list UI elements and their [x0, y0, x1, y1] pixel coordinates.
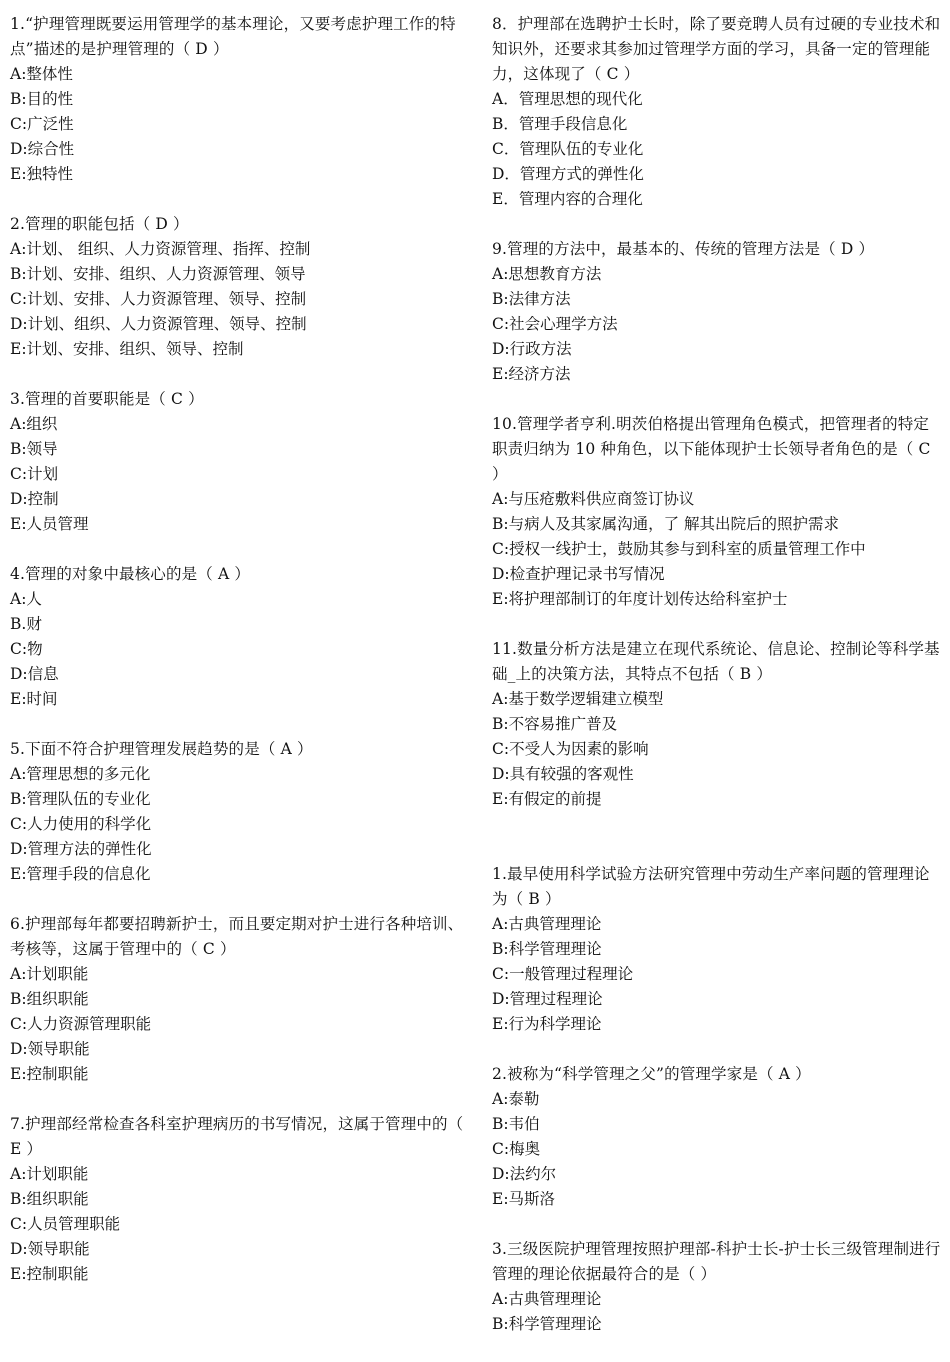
- answer-option: D:领导职能: [10, 1240, 90, 1258]
- right-column: [492, 12, 942, 1362]
- question-stem: 3.三级医院护理管理按照护理部-科护士长-护士长三级管理制进行管理的理论依据最符合的是（ ）: [492, 1240, 941, 1283]
- answer-option: D:控制: [10, 490, 59, 508]
- answer-option: B:管理队伍的专业化: [10, 790, 151, 808]
- answer-option: A:基于数学逻辑建立模型: [492, 690, 664, 708]
- question-block: [492, 1237, 942, 1337]
- answer-option: B:与病人及其家属沟通，了 解其出院后的照护需求: [492, 515, 840, 533]
- answer-option: A:整体性: [10, 65, 73, 83]
- answer-option: B:科学管理理论: [492, 1315, 602, 1333]
- answer-option: E:控制职能: [10, 1065, 89, 1083]
- answer-option: C:人力资源管理职能: [10, 1015, 152, 1033]
- question-stem: 11.数量分析方法是建立在现代系统论、信息论、控制论等科学基础_上的决策方法，其特点不包括（ B ）: [492, 640, 940, 683]
- question-stem: 8．护理部在选聘护士长时，除了要竞聘人员有过硬的专业技术和知识外，还要求其参加过管理学方面的学习，具备一定的管理能力，这体现了（ C ）: [492, 15, 941, 83]
- question-stem: 10.管理学者亨利.明茨伯格提出管理角色模式，把管理者的特定职责归纳为 10 种角色，以下能体现护士长领导者角色的是（ C ）: [492, 415, 931, 483]
- question-stem: 1.最早使用科学试验方法研究管理中劳动生产率问题的管理理论为（ B ）: [492, 865, 930, 908]
- answer-option: C:梅奥: [492, 1140, 541, 1158]
- question-stem: 3.管理的首要职能是（ C ）: [10, 390, 204, 408]
- answer-option: A:计划职能: [10, 965, 89, 983]
- answer-option: D:信息: [10, 665, 59, 683]
- answer-option: A:思想教育方法: [492, 265, 602, 283]
- question-block: [10, 212, 465, 362]
- answer-option: D:计划、组织、人力资源管理、领导、控制: [10, 315, 307, 333]
- answer-option: A:古典管理理论: [492, 1290, 602, 1308]
- question-block: [492, 637, 942, 812]
- answer-option: C:社会心理学方法: [492, 315, 618, 333]
- answer-option: C:授权一线护士，鼓励其参与到科室的质量管理工作中: [492, 540, 866, 558]
- question-stem: 4.管理的对象中最核心的是（ A ）: [10, 565, 251, 583]
- answer-option: A:计划、 组织、人力资源管理、指挥、控制: [10, 240, 311, 258]
- answer-option: C:广泛性: [10, 115, 74, 133]
- left-column: [10, 12, 465, 1312]
- question-block: [492, 237, 942, 387]
- answer-option: C:人力使用的科学化: [10, 815, 152, 833]
- question-block: [10, 562, 465, 712]
- answer-option: A:计划职能: [10, 1165, 89, 1183]
- question-stem: 9.管理的方法中，最基本的、传统的管理方法是（ D ）: [492, 240, 875, 258]
- question-block: [492, 412, 942, 612]
- answer-option: A:组织: [10, 415, 58, 433]
- answer-option: C:计划、安排、人力资源管理、领导、控制: [10, 290, 307, 308]
- answer-option: B:计划、安排、组织、人力资源管理、领导: [10, 265, 306, 283]
- answer-option: E:时间: [10, 690, 58, 708]
- answer-option: C:物: [10, 640, 43, 658]
- answer-option: B:目的性: [10, 90, 74, 108]
- answer-option: D:行政方法: [492, 340, 572, 358]
- question-block: [492, 12, 942, 212]
- answer-option: B．管理手段信息化: [492, 115, 628, 133]
- answer-option: D:具有较强的客观性: [492, 765, 634, 783]
- answer-option: C．管理队伍的专业化: [492, 140, 644, 158]
- question-block: [492, 1062, 942, 1212]
- answer-option: B:组织职能: [10, 990, 89, 1008]
- question-block: [10, 387, 465, 537]
- answer-option: A:与压疮敷料供应商签订协议: [492, 490, 695, 508]
- answer-option: E:将护理部制订的年度计划传达给科室护士: [492, 590, 788, 608]
- answer-option: B:科学管理理论: [492, 940, 602, 958]
- answer-option: A:管理思想的多元化: [10, 765, 151, 783]
- answer-option: A:古典管理理论: [492, 915, 602, 933]
- question-stem: 7.护理部经常检查各科室护理病历的书写情况，这属于管理中的（ E ）: [10, 1115, 464, 1158]
- answer-option: C:计划: [10, 465, 59, 483]
- question-stem: 6.护理部每年都要招聘新护士，而且要定期对护士进行各种培训、考核等，这属于管理中的（ C ）: [10, 915, 464, 958]
- answer-option: A:泰勒: [492, 1090, 540, 1108]
- answer-option: D:法约尔: [492, 1165, 557, 1183]
- answer-option: D:领导职能: [10, 1040, 90, 1058]
- question-stem: 2.管理的职能包括（ D ）: [10, 215, 189, 233]
- answer-option: E:控制职能: [10, 1265, 89, 1283]
- question-stem: 2.被称为“科学管理之父”的管理学家是（ A ）: [492, 1065, 811, 1083]
- answer-option: B:领导: [10, 440, 58, 458]
- question-stem: 5.下面不符合护理管理发展趋势的是（ A ）: [10, 740, 313, 758]
- answer-option: E:马斯洛: [492, 1190, 556, 1208]
- answer-option: D:管理过程理论: [492, 990, 603, 1008]
- answer-option: B:韦伯: [492, 1115, 540, 1133]
- answer-option: A:人: [10, 590, 42, 608]
- answer-option: B.财: [10, 615, 42, 633]
- answer-option: E．管理内容的合理化: [492, 190, 643, 208]
- answer-option: D:检查护理记录书写情况: [492, 565, 665, 583]
- section-gap: [492, 837, 942, 862]
- question-block: [492, 862, 942, 1037]
- question-block: [10, 12, 465, 187]
- question-block: [10, 737, 465, 887]
- answer-option: D:综合性: [10, 140, 75, 158]
- answer-option: E:行为科学理论: [492, 1015, 602, 1033]
- question-block: [10, 912, 465, 1087]
- answer-option: C:一般管理过程理论: [492, 965, 634, 983]
- answer-option: E:独特性: [10, 165, 74, 183]
- answer-option: B:法律方法: [492, 290, 571, 308]
- answer-option: E:计划、安排、组织、领导、控制: [10, 340, 244, 358]
- answer-option: D．管理方式的弹性化: [492, 165, 644, 183]
- answer-option: C:人员管理职能: [10, 1215, 121, 1233]
- answer-option: D:管理方法的弹性化: [10, 840, 152, 858]
- answer-option: B:不容易推广普及: [492, 715, 618, 733]
- answer-option: E:管理手段的信息化: [10, 865, 151, 883]
- answer-option: B:组织职能: [10, 1190, 89, 1208]
- answer-option: E:经济方法: [492, 365, 571, 383]
- answer-option: A．管理思想的现代化: [492, 90, 643, 108]
- answer-option: C:不受人为因素的影响: [492, 740, 649, 758]
- answer-option: E:有假定的前提: [492, 790, 602, 808]
- question-stem: 1.“护理管理既要运用管理学的基本理论，又要考虑护理工作的特点”描述的是护理管理的（ D ）: [10, 15, 456, 58]
- question-block: [10, 1112, 465, 1287]
- answer-option: E:人员管理: [10, 515, 89, 533]
